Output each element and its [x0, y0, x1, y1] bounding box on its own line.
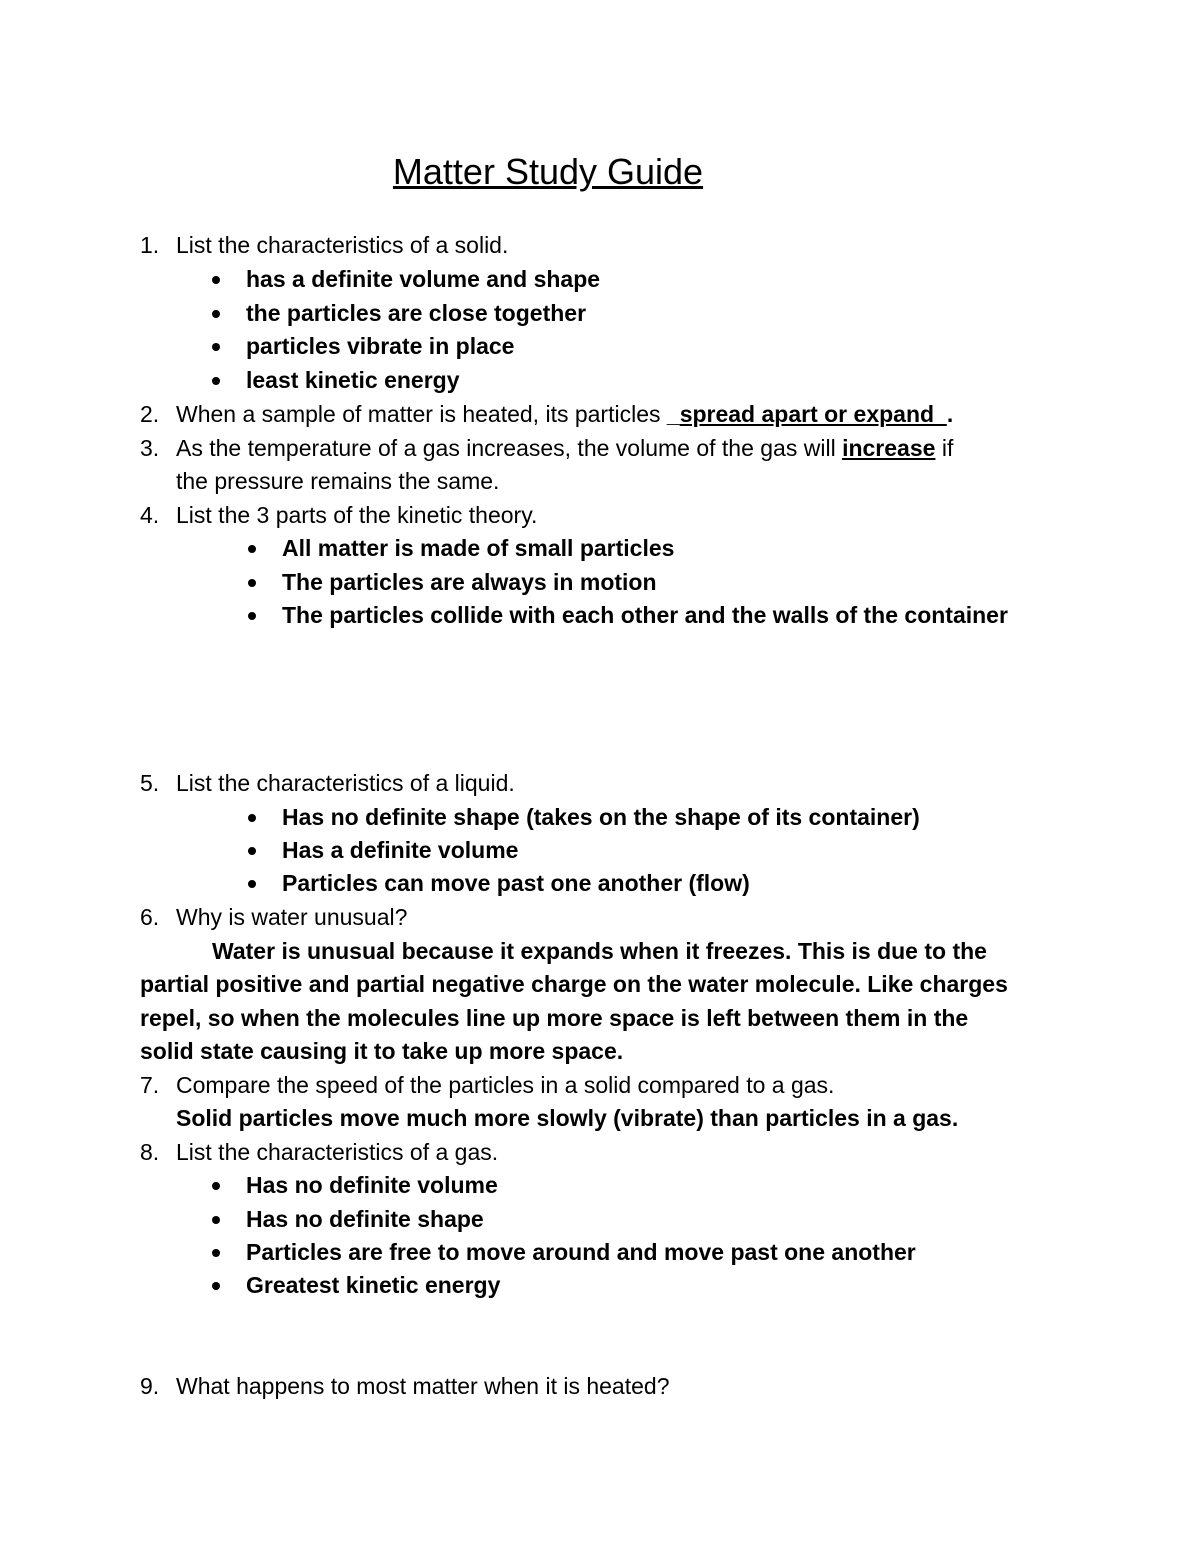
bullet-icon	[248, 814, 256, 822]
list-item: The particles are always in motion	[282, 569, 657, 595]
list-item: has a definite volume and shape	[246, 266, 601, 292]
question-number: 6.	[140, 904, 160, 930]
question-number: 8.	[140, 1139, 160, 1165]
question-7-text: Compare the speed of the particles in a solid compared to a gas.	[176, 1072, 835, 1098]
question-3-prompt: As the temperature of a gas increases, the volume of the gas will	[176, 435, 843, 461]
bullet-icon	[212, 276, 220, 284]
list-item: Greatest kinetic energy	[246, 1272, 501, 1298]
list-item: the particles are close together	[246, 300, 587, 326]
question-number: 4.	[140, 502, 160, 528]
question-8-text: List the characteristics of a gas.	[176, 1139, 499, 1165]
list-item: Particles can move past one another (flow)	[282, 870, 750, 896]
question-5-text: List the characteristics of a liquid.	[176, 770, 515, 796]
answer-blank-lead: _	[666, 401, 680, 427]
bullet-icon	[212, 310, 220, 318]
bullet-icon	[212, 1249, 220, 1257]
question-7-answer: Solid particles move much more slowly (vibrate) than particles in a gas.	[176, 1105, 959, 1131]
bullet-icon	[212, 343, 220, 351]
question-9-text: What happens to most matter when it is heated?	[176, 1373, 670, 1399]
question-4-text: List the 3 parts of the kinetic theory.	[176, 502, 538, 528]
question-2-prompt: When a sample of matter is heated, its particles	[176, 401, 667, 427]
bullet-icon	[248, 612, 256, 620]
bullet-icon	[248, 545, 256, 553]
list-item: Has no definite volume	[246, 1172, 498, 1198]
list-item: least kinetic energy	[246, 367, 460, 393]
list-item: particles vibrate in place	[246, 333, 515, 359]
question-6-answer-line: partial positive and partial negative charge on the water molecule. Like charges	[140, 971, 1008, 997]
question-3-continuation: the pressure remains the same.	[176, 468, 500, 494]
question-number: 9.	[140, 1373, 160, 1399]
question-6-answer-line: Water is unusual because it expands when it freezes. This is due to the	[212, 938, 987, 964]
list-item: Has a definite volume	[282, 837, 519, 863]
bullet-icon	[212, 377, 220, 385]
list-item: Has no definite shape	[246, 1206, 484, 1232]
question-6-answer-line: repel, so when the molecules line up more space is left between them in the	[140, 1005, 969, 1031]
question-3-answer: increase	[842, 435, 936, 461]
question-2-answer: spread apart or expand	[679, 401, 947, 427]
bullet-icon	[212, 1182, 220, 1190]
question-1-text: List the characteristics of a solid.	[176, 232, 509, 258]
page-title: Matter Study Guide	[392, 151, 704, 192]
list-item: Has no definite shape (takes on the shape of its container)	[282, 804, 920, 830]
question-number: 3.	[140, 435, 160, 461]
bullet-icon	[248, 579, 256, 587]
bullet-icon	[248, 880, 256, 888]
question-number: 7.	[140, 1072, 160, 1098]
question-2-text	[176, 398, 953, 431]
question-6-answer-line: solid state causing it to take up more space.	[140, 1038, 624, 1064]
list-item: All matter is made of small particles	[282, 535, 675, 561]
question-number: 5.	[140, 770, 160, 796]
bullet-icon	[248, 847, 256, 855]
question-number: 2.	[140, 401, 160, 427]
question-2-end: .	[946, 401, 954, 427]
question-6-text: Why is water unusual?	[176, 904, 408, 930]
question-3-end: if	[935, 435, 954, 461]
question-3-text	[176, 432, 953, 465]
bullet-icon	[212, 1282, 220, 1290]
list-item: The particles collide with each other and the walls of the container	[282, 602, 1008, 628]
bullet-icon	[212, 1216, 220, 1224]
list-item: Particles are free to move around and move past one another	[246, 1239, 916, 1265]
question-number: 1.	[140, 232, 160, 258]
